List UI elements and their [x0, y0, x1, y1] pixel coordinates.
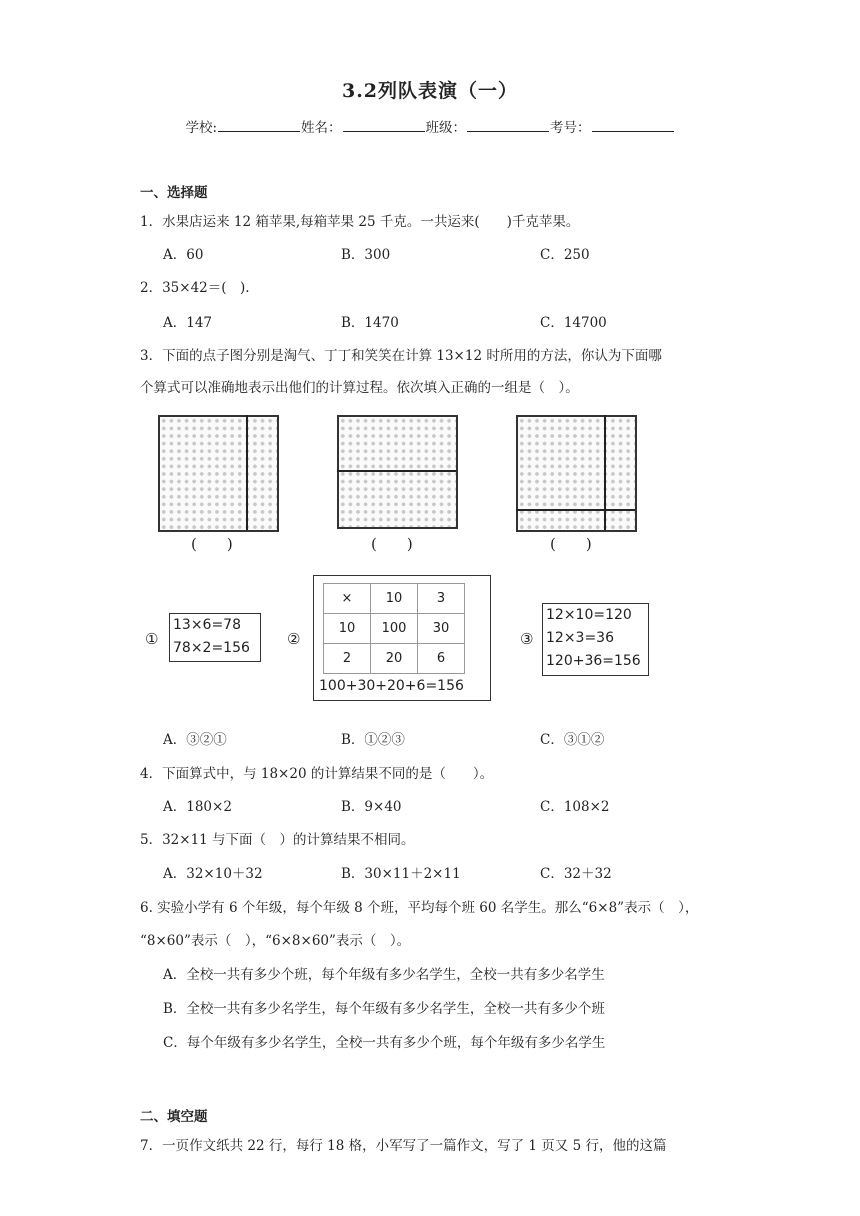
dot-figure-2-divider [337, 470, 456, 472]
dot-figure-taoqi [158, 415, 279, 532]
exam-no-blank[interactable] [592, 119, 674, 132]
question-1-option-c[interactable]: C．250 [540, 247, 590, 263]
name-blank[interactable] [343, 119, 425, 132]
dot-figure-3-vertical-divider [604, 415, 606, 530]
question-2-option-a[interactable]: A．147 [163, 315, 213, 331]
question-6-option-b[interactable]: B．全校一共有多少名学生，每个年级有多少名学生，全校一共有多少个班 [163, 1001, 605, 1017]
page-title: 3.2列队表演（一） [341, 80, 519, 102]
method-1-marker: ① [145, 630, 159, 648]
school-label: 学校: [185, 120, 218, 136]
question-1-option-a[interactable]: A．60 [163, 247, 204, 263]
method-3-card [542, 603, 649, 676]
method-1-card [169, 613, 261, 662]
school-blank[interactable] [218, 119, 300, 132]
grid-cell: 10 [371, 584, 418, 614]
method-2-sum: 100+30+20+6=156 [319, 678, 464, 694]
table-row [324, 644, 465, 674]
question-4-option-b[interactable]: B．9×40 [341, 799, 402, 815]
question-5-option-b[interactable]: B．30×11＋2×11 [341, 866, 461, 882]
method-3-line-3: 120+36=156 [546, 653, 641, 669]
dot-figure-1-divider [246, 415, 248, 530]
grid-cell: 2 [324, 644, 371, 674]
method-1-line-2: 78×2=156 [173, 640, 250, 656]
question-4-option-c[interactable]: C．108×2 [540, 799, 610, 815]
name-label: 姓名： [301, 120, 342, 136]
question-7-text: 7．一页作文纸共 22 行，每行 18 格，小军写了一篇作文，写了 1 页又 5 行，他的这篇 [140, 1138, 667, 1154]
method-3-line-1: 12×10=120 [546, 607, 632, 623]
question-3-line-1: 3．下面的点子图分别是淘气、丁丁和笑笑在计算 13×12 时所用的方法，你认为下面哪 [140, 348, 662, 364]
question-5-text: 5．32×11 与下面（ ）的计算结果不相同。 [140, 832, 415, 848]
dot-figure-2-answer-blank[interactable]: ( ) [371, 535, 413, 553]
grid-cell: 20 [371, 644, 418, 674]
table-row [324, 584, 465, 614]
question-6-line-2: “8×60”表示（ ），“6×8×60”表示（ ）。 [140, 933, 411, 949]
question-6-option-c[interactable]: C．每个年级有多少名学生，全校一共有多少个班，每个年级有多少名学生 [163, 1035, 606, 1051]
method-2-marker: ② [287, 630, 301, 648]
question-3-line-2: 个算式可以准确地表示出他们的计算过程。依次填入正确的一组是（ ）。 [140, 380, 579, 396]
question-2-option-b[interactable]: B．1470 [341, 315, 399, 331]
exam-no-label: 考号： [550, 120, 591, 136]
question-3-option-b[interactable]: B．①②③ [341, 732, 405, 748]
method-3-marker: ③ [520, 630, 534, 648]
method-1-line-1: 13×6=78 [173, 617, 241, 633]
question-6-option-a[interactable]: A．全校一共有多少个班，每个年级有多少名学生，全校一共有多少名学生 [163, 967, 605, 983]
dot-figure-3-answer-blank[interactable]: ( ) [550, 535, 592, 553]
table-row [324, 614, 465, 644]
question-4-text: 4．下面算式中，与 18×20 的计算结果不同的是（ ）。 [140, 766, 494, 782]
question-3-option-c[interactable]: C．③①② [540, 732, 605, 748]
question-5-option-a[interactable]: A．32×10＋32 [163, 866, 263, 882]
question-1-text: 1．水果店运来 12 箱苹果,每箱苹果 25 千克。一共运来( )千克苹果。 [140, 214, 580, 230]
question-6-line-1: 6. 实验小学有 6 个年级，每个年级 8 个班，平均每个班 60 名学生。那么“6×8”表示（ ）， [140, 900, 699, 916]
grid-cell: 30 [418, 614, 465, 644]
question-2-option-c[interactable]: C．14700 [540, 315, 607, 331]
dot-figure-3-horizontal-divider [516, 509, 635, 511]
question-1-option-b[interactable]: B．300 [341, 247, 391, 263]
section-fill-title: 二、填空题 [140, 1109, 208, 1125]
student-info-line [0, 116, 860, 136]
grid-cell: × [324, 584, 371, 614]
grid-cell: 6 [418, 644, 465, 674]
question-4-option-a[interactable]: A．180×2 [163, 799, 232, 815]
dot-figure-xiaoxiao [516, 415, 637, 532]
method-2-grid-table [323, 583, 465, 674]
method-3-line-2: 12×3=36 [546, 630, 614, 646]
question-2-text: 2．35×42＝( ). [140, 280, 250, 296]
grid-cell: 3 [418, 584, 465, 614]
class-label: 班级： [425, 120, 467, 136]
section-choice-title: 一、选择题 [140, 185, 208, 201]
class-blank[interactable] [467, 119, 549, 132]
dot-figure-dingding [337, 415, 458, 529]
grid-cell: 100 [371, 614, 418, 644]
question-5-option-c[interactable]: C．32＋32 [540, 866, 612, 882]
dot-figure-1-answer-blank[interactable]: ( ) [191, 535, 233, 553]
question-3-option-a[interactable]: A．③②① [163, 732, 227, 748]
grid-cell: 10 [324, 614, 371, 644]
